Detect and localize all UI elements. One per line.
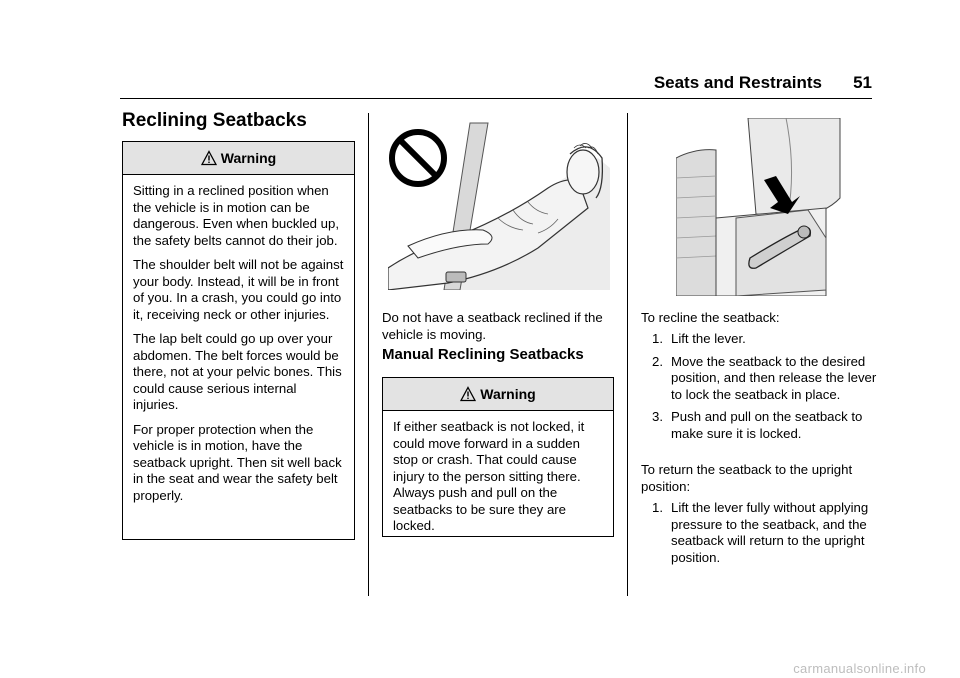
list-item	[641, 331, 877, 348]
step-text: Move the seatback to the desired position, and then release the lever to lock the seatback in place.	[671, 353, 877, 402]
warning-paragraph: The lap belt could go up over your abdomen. The belt forces would be there, not at your pelvic bones. This could cause serious internal injuries.	[133, 331, 342, 412]
step-text: Lift the lever.	[671, 331, 746, 346]
warning-box-manual	[382, 377, 614, 537]
illustration-caption: Do not have a seatback reclined if the vehicle is moving.	[382, 310, 603, 342]
watermark: carmanualsonline.info	[793, 661, 926, 676]
warning-body	[383, 411, 613, 543]
step-number: 3.	[652, 409, 663, 424]
warning-header	[123, 142, 354, 175]
seat-lever-illustration	[676, 118, 842, 296]
list-item	[641, 409, 877, 442]
warning-paragraph: For proper protection when the vehicle is in motion, have the seatback upright. Then sit well back in the seat and wear the safety belt properly.	[133, 421, 342, 503]
step-text: Lift the lever fully without applying pressure to the seatback, and the seatback will return to the upright position.	[671, 500, 869, 565]
return-intro: To return the seatback to the upright position:	[641, 462, 853, 494]
warning-paragraph: The shoulder belt will not be against your body. Instead, it will be in front of you. In a crash, you could go into it, receiving neck or other injuries.	[133, 257, 344, 322]
page-header	[120, 70, 872, 99]
recline-steps-list	[641, 331, 877, 448]
page-number: 51	[853, 73, 872, 92]
warning-header	[383, 378, 613, 411]
list-item	[641, 500, 877, 566]
warning-body	[123, 175, 354, 512]
warning-title: Warning	[480, 386, 536, 402]
reclined-occupant-illustration	[388, 118, 610, 290]
step-number: 1.	[652, 331, 663, 346]
section-title: Reclining Seatbacks	[122, 110, 307, 131]
warning-box-reclining	[122, 141, 355, 540]
column-divider-2	[627, 113, 628, 596]
warning-paragraph: Sitting in a reclined position when the vehicle is in motion can be dangerous. Even when buckled up, the safety belts cannot do their job.	[133, 183, 340, 248]
header-title: Seats and Restraints	[653, 73, 822, 92]
warning-icon	[201, 150, 217, 166]
list-item	[641, 354, 877, 404]
step-text: Push and pull on the seatback to make sure it is locked.	[671, 409, 863, 441]
subsection-title: Manual Reclining Seatbacks	[382, 346, 584, 363]
step-number: 1.	[652, 500, 663, 515]
column-divider-1	[368, 113, 369, 596]
step-number: 2.	[652, 353, 663, 369]
warning-title: Warning	[220, 150, 277, 166]
return-steps-list	[641, 500, 877, 572]
warning-paragraph: If either seatback is not locked, it could move forward in a sudden stop or crash. That could cause injury to the person sitting there. Always push and pull on the seatbacks to be sure they are locked.	[393, 419, 585, 533]
recline-intro: To recline the seatback:	[641, 310, 780, 325]
warning-icon	[460, 386, 476, 402]
